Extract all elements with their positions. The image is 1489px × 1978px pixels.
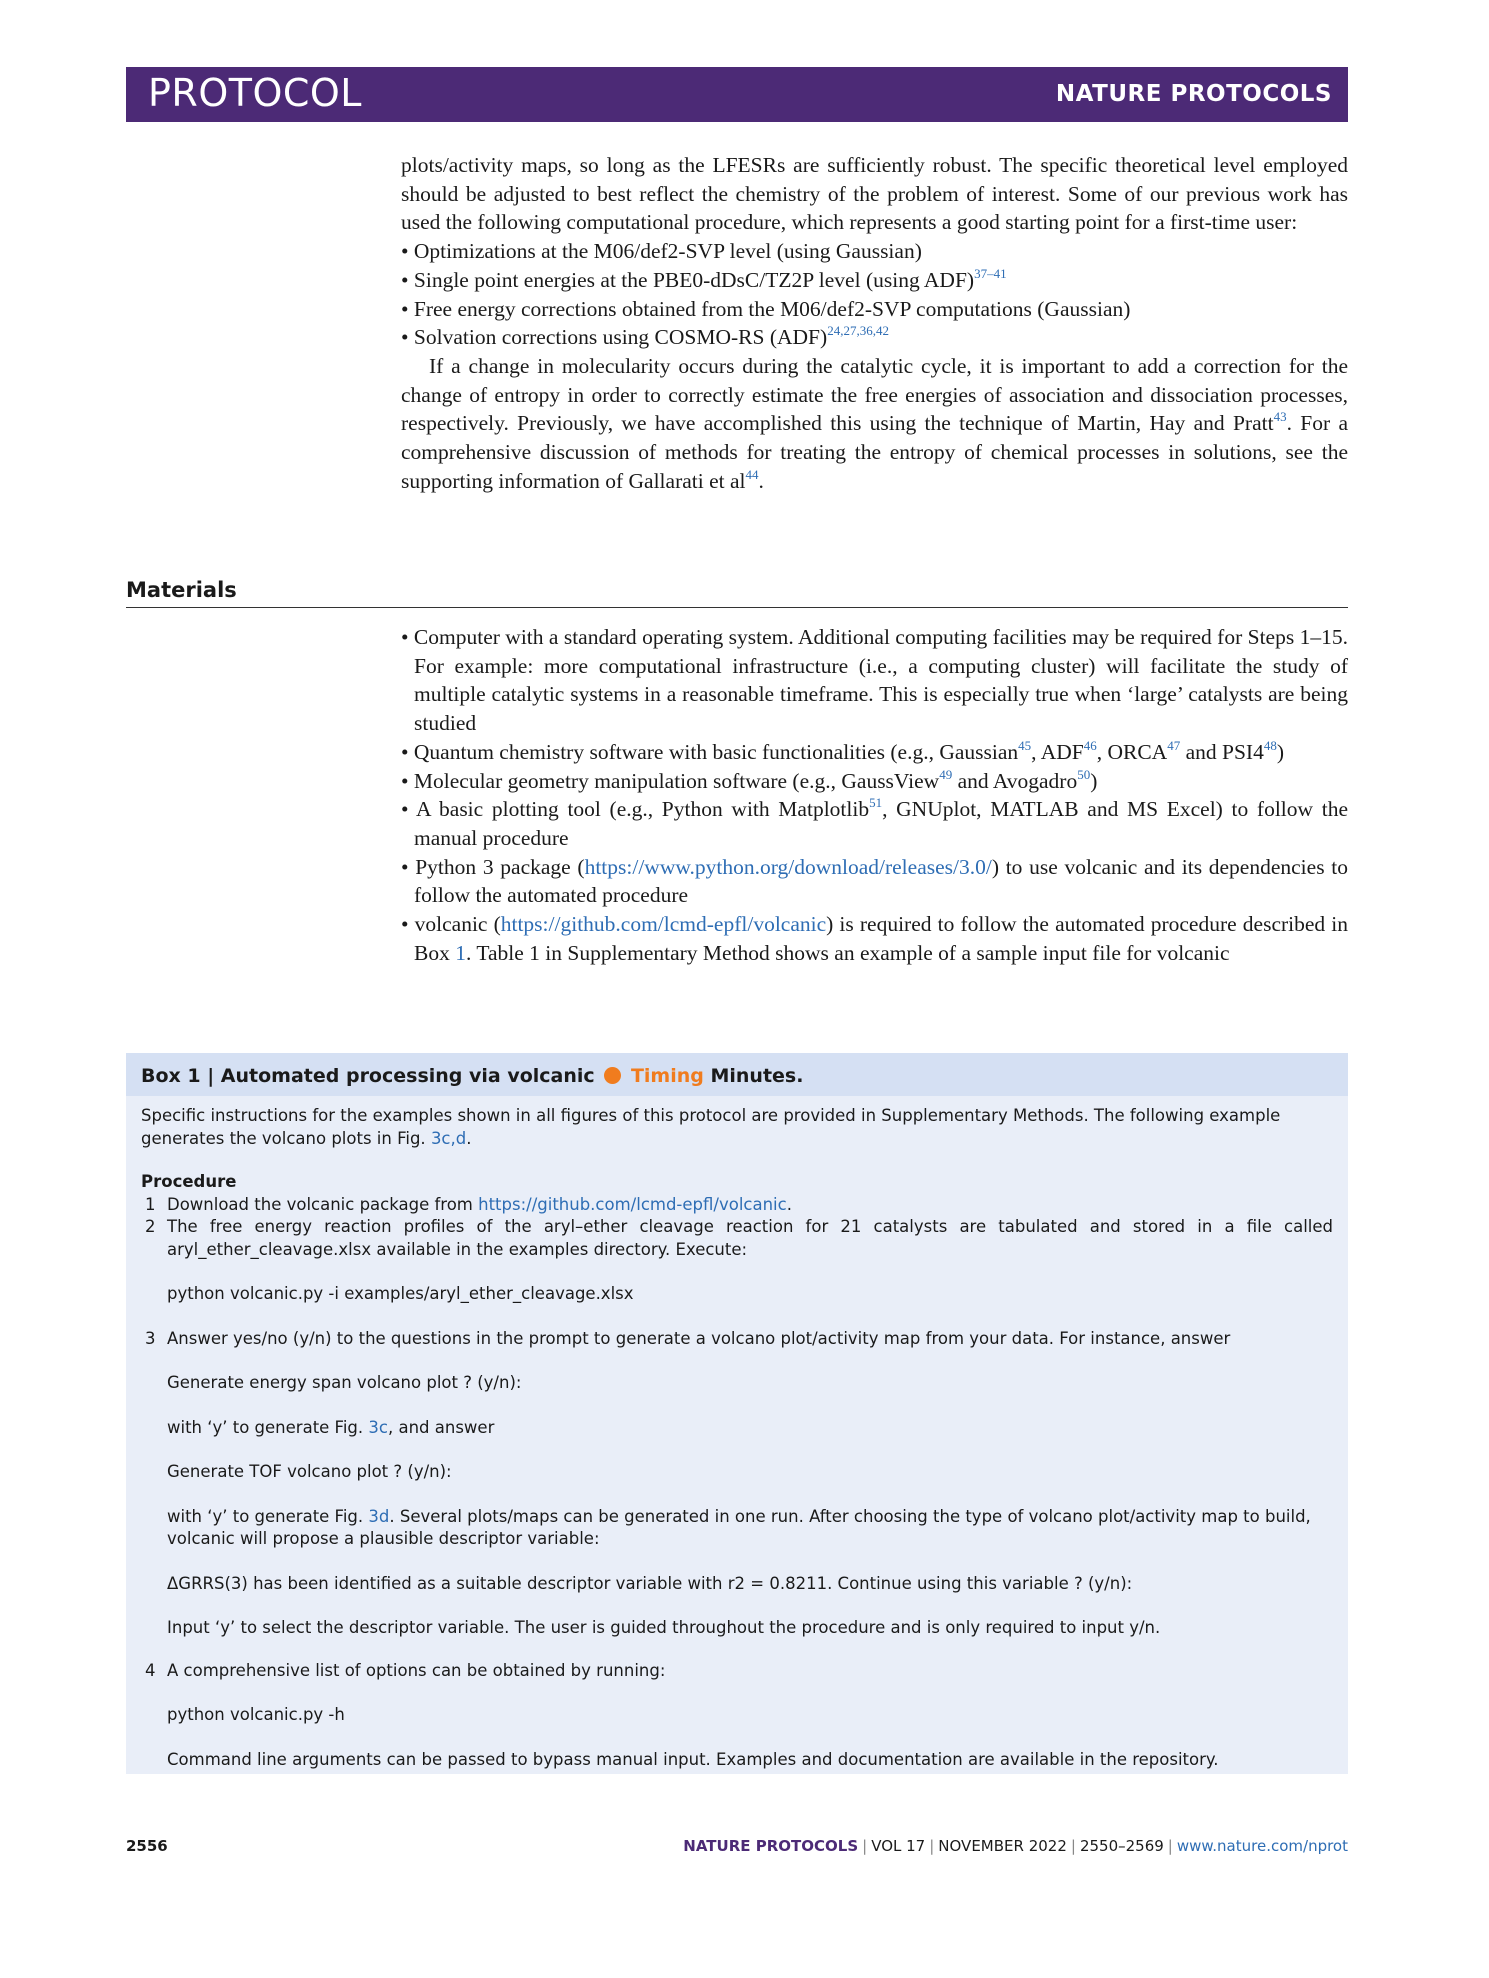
list-item: • A basic plotting tool (e.g., Python with Matplotlib$^{51}$, GNUplot, MATLAB and MS Excel) to follow the manual procedure	[401, 795, 1348, 850]
instruction-text: Input ‘y’ to select the descriptor variable. The user is guided throughout the procedure and is only required to input y/n.	[167, 1618, 1161, 1637]
list-item: • volcanic (https://github.com/lcmd-epfl/volcanic) is required to follow the automated procedure described in Box 1. Table 1 in Supplementary Method shows an example of a sample input file for volcanic	[401, 912, 1348, 965]
list-item: • Python 3 package (https://www.python.org/download/releases/3.0/) to use volcanic and its dependencies to follow the automated procedure	[401, 854, 1348, 908]
journal-url-link[interactable]: www.nature.com/nprot	[1176, 1837, 1348, 1855]
materials-list	[401, 623, 1348, 967]
command-line: python volcanic.py -h	[167, 1705, 345, 1724]
materials-heading	[126, 578, 1348, 608]
prompt-text: ΔGRRS(3) has been identified as a suitable descriptor variable with r2 = 0.8211. Continue using this variable ? (y/n):	[167, 1573, 1133, 1593]
citation-link[interactable]: 47	[1167, 737, 1181, 753]
procedure-step: 2 The free energy reaction profiles of the aryl–ether cleavage reaction for 21 catalysts are tabulated and stored in a file called aryl_ether_cleavage.xlsx available in the examples directory. Execute:	[145, 1217, 1333, 1259]
instruction-text: with ‘y’ to generate Fig. 3c, and answer	[167, 1417, 495, 1437]
prompt-text: Generate energy span volcano plot ? (y/n):	[167, 1373, 522, 1392]
procedure-step: 1 Download the volcanic package from https://github.com/lcmd-epfl/volcanic.	[145, 1194, 792, 1214]
list-item: • Computer with a standard operating system. Additional computing facilities may be required for Steps 1–15. For example: more computational infrastructure (i.e., a computing cluster) will facilitate the study of multiple catalytic systems in a reasonable timeframe. This is especially true when ‘large’ catalysts are being studied	[401, 625, 1348, 736]
citation-link[interactable]: 48	[1263, 737, 1277, 753]
list-item: • Molecular geometry manipulation software (e.g., GaussView$^{49}$ and Avogadro$^{50}$)	[401, 766, 1098, 793]
journal-citation: NATURE PROTOCOLS | VOL 17 | NOVEMBER 2022 | 2550–2569 | www.nature.com/nprot	[683, 1837, 1348, 1855]
list-item: • Optimizations at the M06/def2-SVP level (using Gaussian)	[401, 239, 922, 264]
section-label: PROTOCOL	[148, 71, 362, 115]
volcanic-download-link[interactable]: https://github.com/lcmd-epfl/volcanic	[478, 1194, 787, 1214]
list-item: • Solvation corrections using COSMO-RS (ADF)$^{24,27,36,42}$	[401, 323, 889, 350]
citation-link[interactable]: 43	[1273, 409, 1287, 425]
box-1	[126, 1053, 1348, 1774]
section-title: Materials	[126, 578, 237, 602]
timing-label: Timing	[630, 1065, 704, 1087]
citation-link[interactable]: 51	[869, 795, 883, 811]
timing-value: Minutes.	[710, 1065, 804, 1087]
box-ref-link[interactable]: 1	[455, 940, 466, 965]
citation-link[interactable]: 49	[939, 766, 953, 782]
citation-link[interactable]: 50	[1077, 766, 1091, 782]
procedure-heading: Procedure	[141, 1172, 237, 1191]
list-item: • Single point energies at the PBE0-dDsC/TZ2P level (using ADF)$^{37-41}$	[401, 265, 1007, 292]
procedure-step: 3 Answer yes/no (y/n) to the questions in the prompt to generate a volcano plot/activity map from your data. For instance, answer	[145, 1328, 1231, 1348]
figure-link[interactable]: 3c,d	[430, 1128, 467, 1148]
list-item: • Free energy corrections obtained from the M06/def2-SVP computations (Gaussian)	[401, 296, 1131, 321]
citation-link[interactable]: 44	[745, 466, 759, 482]
prompt-text: Generate TOF volcano plot ? (y/n):	[167, 1462, 452, 1481]
list-item: • Quantum chemistry software with basic functionalities (e.g., Gaussian$^{45}$, ADF$^{46}$, ORCA$^{47}$ and $PSI4^{48}$)	[401, 737, 1284, 764]
citation-link[interactable]: 46	[1083, 737, 1097, 753]
citation-link[interactable]: 24,27,36,42	[827, 323, 889, 339]
intro-paragraph: plots/activity maps, so long as the LFESRs are sufficiently robust. The specific theoretical level employed should be adjusted to best reflect the chemistry of the problem of interest. Some of our previous work has used the following computational procedure, which represents a good starting point for a first-time user:	[401, 153, 1348, 235]
python-link[interactable]: https://www.python.org/download/releases/3.0/	[584, 854, 992, 879]
instruction-text: Command line arguments can be passed to bypass manual input. Examples and documentation are available in the repository.	[167, 1749, 1219, 1769]
command-line: python volcanic.py -i examples/aryl_ether_cleavage.xlsx	[167, 1284, 634, 1303]
box-title: Box 1 | Automated processing via volcanic Timing Minutes.	[126, 1053, 1348, 1096]
citation-link[interactable]: 45	[1018, 737, 1032, 753]
instruction-text: with ‘y’ to generate Fig. 3d. Several plots/maps can be generated in one run. After choosing the type of volcano plot/activity map to build, volcanic will propose a plausible descriptor variable:	[167, 1506, 1311, 1548]
box-intro: Specific instructions for the examples shown in all figures of this protocol are provided in Supplementary Methods. The following example generates the volcano plots in Fig. 3c,d.	[141, 1106, 1281, 1148]
journal-name: NATURE PROTOCOLS	[1055, 81, 1332, 107]
figure-link[interactable]: 3d	[368, 1506, 390, 1526]
intro-paragraph-2: If a change in molecularity occurs during the catalytic cycle, it is important to add a correction for the change of entropy in order to correctly estimate the free energies of association and dissociation processes, respectively. Previously, we have accomplished this using the technique of Martin, Hay and Pratt$^{43}$. For a comprehensive discussion of methods for treating the entropy of chemical processes in solutions, see the supporting information of Gallarati et $al^{44}$.	[401, 353, 1348, 493]
page-header	[126, 67, 1348, 122]
figure-link[interactable]: 3c	[368, 1417, 388, 1437]
intro-text	[401, 151, 1348, 495]
citation-link[interactable]: 37–41	[974, 265, 1007, 281]
timing-dot-icon	[604, 1067, 621, 1084]
volcanic-repo-link[interactable]: https://github.com/lcmd-epfl/volcanic	[500, 912, 827, 937]
procedure-step: 4 A comprehensive list of options can be obtained by running:	[145, 1660, 666, 1680]
page-number: 2556	[126, 1837, 168, 1855]
